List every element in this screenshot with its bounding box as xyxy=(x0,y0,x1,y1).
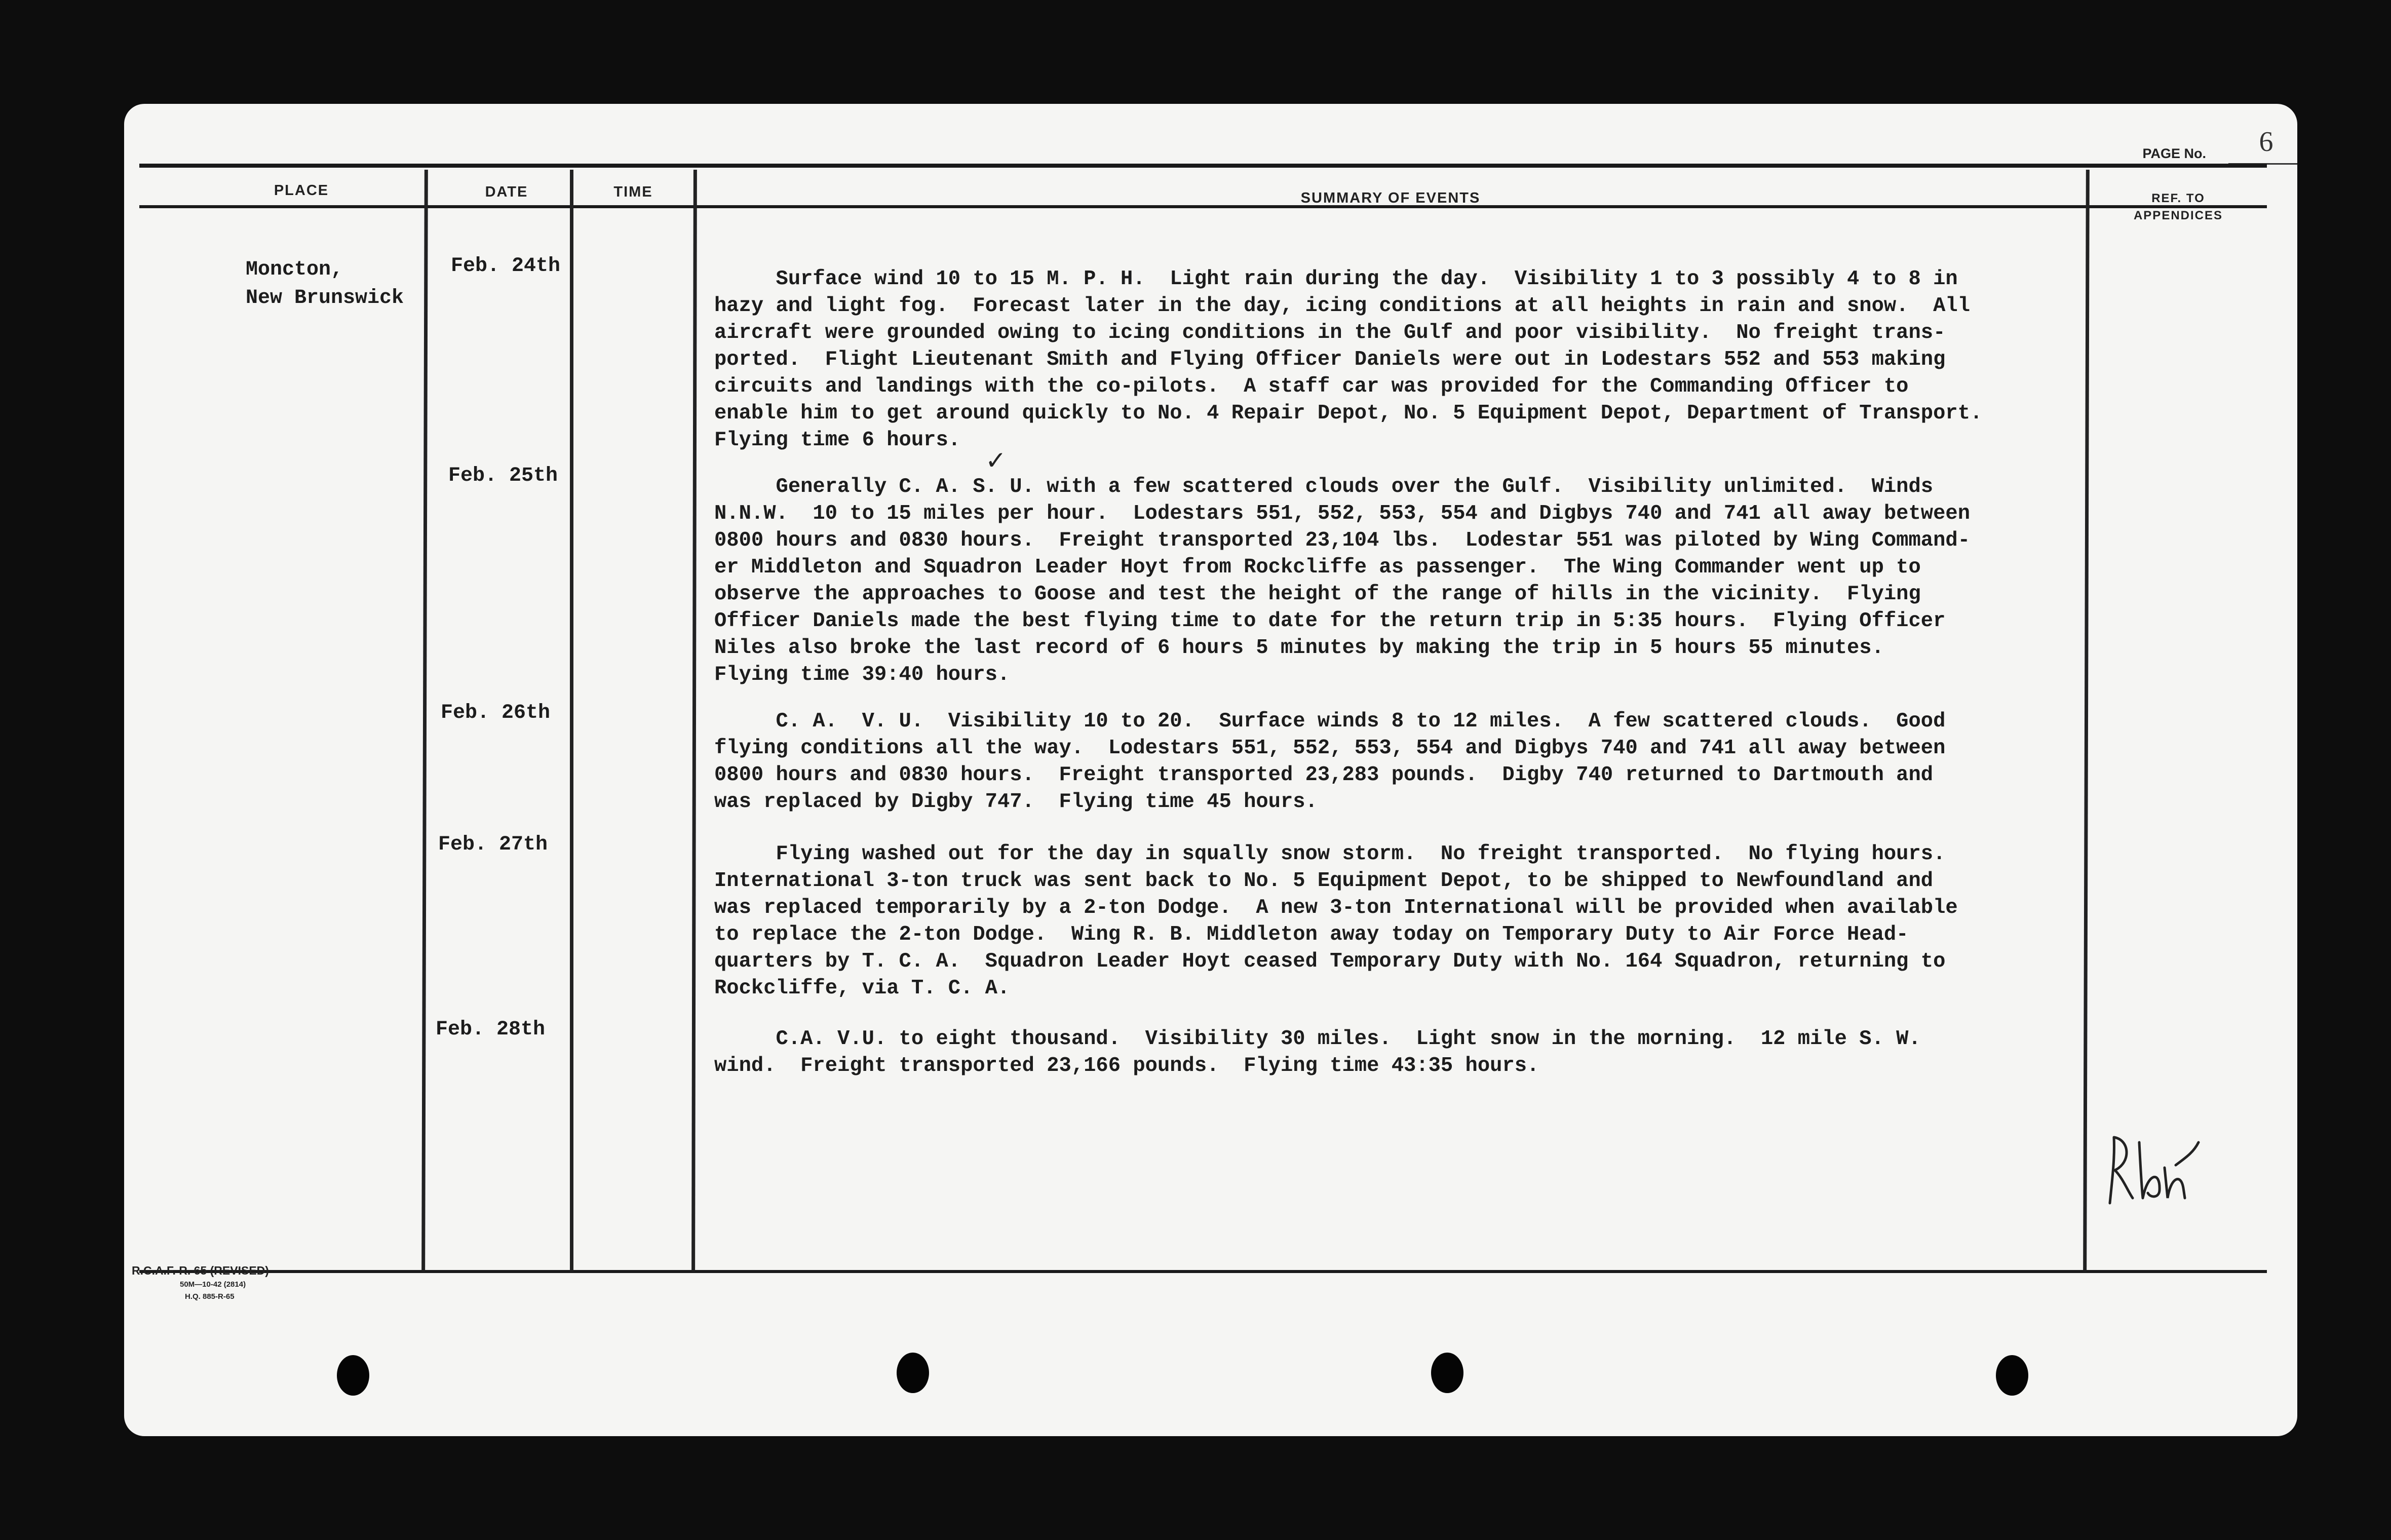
date-feb-27: Feb. 27th xyxy=(438,833,548,856)
entry-line: Rockcliffe, via T. C. A. xyxy=(714,977,1010,1000)
place-city: Moncton, xyxy=(246,258,343,281)
entry-feb-26 xyxy=(714,708,2214,816)
time-summary-divider xyxy=(691,170,697,1272)
entry-line: Flying washed out for the day in squally snow storm. No freight transported. No flying hours. xyxy=(714,842,1946,866)
binder-hole xyxy=(1431,1353,1463,1393)
entry-line: hazy and light fog. Forecast later in the day, icing conditions at all heights in rain and snow. All xyxy=(714,294,1971,318)
entry-line: flying conditions all the way. Lodestars 551, 552, 553, 554 and Digbys 740 and 741 all away between xyxy=(714,737,1946,760)
entry-line: C.A. V.U. to eight thousand. Visibility 30 miles. Light snow in the morning. 12 mile S. W. xyxy=(714,1027,1921,1051)
diary-page xyxy=(124,104,2297,1436)
entry-line: ported. Flight Lieutenant Smith and Flying Officer Daniels were out in Lodestars 552 and 553 making xyxy=(714,348,1946,371)
entry-feb-28 xyxy=(714,1026,2214,1080)
entry-line: N.N.W. 10 to 15 miles per hour. Lodestars 551, 552, 553, 554 and Digbys 740 and 741 all away between xyxy=(714,502,1971,525)
place-text xyxy=(246,256,404,313)
entry-feb-27 xyxy=(714,841,2214,1002)
date-time-divider xyxy=(570,170,573,1272)
entry-line: Surface wind 10 to 15 M. P. H. Light rain during the day. Visibility 1 to 3 possibly 4 to 8 in xyxy=(714,267,1958,291)
page-number-value: 6 xyxy=(2259,126,2273,158)
entry-line: 0800 hours and 0830 hours. Freight transported 23,104 lbs. Lodestar 551 was piloted by Wing Command- xyxy=(714,529,1971,552)
entry-line: was replaced temporarily by a 2-ton Dodge. A new 3-ton International will be provided when available xyxy=(714,896,1958,919)
hq-code: H.Q. 885-R-65 xyxy=(185,1292,235,1301)
entry-line: Flying time 6 hours. xyxy=(714,429,961,452)
binder-hole xyxy=(1996,1355,2028,1396)
print-code: 50M—10-42 (2814) xyxy=(180,1280,246,1289)
signature-initials xyxy=(2100,1122,2201,1218)
entry-line: observe the approaches to Goose and test the height of the range of hills in the vicinity. Flying xyxy=(714,583,1921,606)
entry-line: 0800 hours and 0830 hours. Freight transported 23,283 pounds. Digby 740 returned to Dartmouth and xyxy=(714,763,1934,787)
entry-line: Officer Daniels made the best flying time to date for the return trip in 5:35 hours. Flying Officer xyxy=(714,609,1946,633)
entry-line: C. A. V. U. Visibility 10 to 20. Surface winds 8 to 12 miles. A few scattered clouds. Good xyxy=(714,710,1946,733)
binder-hole xyxy=(897,1353,929,1393)
entry-feb-24 xyxy=(714,266,2214,454)
entry-line: Generally C. A. S. U. with a few scattered clouds over the Gulf. Visibility unlimited. Winds xyxy=(714,475,1934,498)
column-header-summary: SUMMARY OF EVENTS xyxy=(1300,190,1481,206)
binder-hole xyxy=(337,1355,369,1396)
place-date-divider xyxy=(421,170,428,1272)
entry-feb-25 xyxy=(714,474,2214,688)
entry-line: wind. Freight transported 23,166 pounds. Flying time 43:35 hours. xyxy=(714,1054,1539,1077)
entry-line: quarters by T. C. A. Squadron Leader Hoyt ceased Temporary Duty with No. 164 Squadron, returning to xyxy=(714,950,1946,973)
form-number: R.C.A.F. R. 65 (REVISED) xyxy=(132,1264,269,1277)
date-feb-25: Feb. 25th xyxy=(448,465,558,487)
entry-line: to replace the 2-ton Dodge. Wing R. B. Middleton away today on Temporary Duty to Air Force Head- xyxy=(714,923,1909,946)
footer-rule xyxy=(139,1270,2267,1273)
entry-line: was replaced by Digby 747. Flying time 45 hours. xyxy=(714,790,1318,814)
date-feb-28: Feb. 28th xyxy=(436,1018,546,1041)
entry-line: Flying time 39:40 hours. xyxy=(714,663,1010,686)
column-header-date: DATE xyxy=(485,184,528,200)
place-province: New Brunswick xyxy=(246,287,404,310)
page-number-label: PAGE No. xyxy=(2142,146,2206,161)
column-header-ref: REF. TO APPENDICES xyxy=(2133,191,2223,222)
entry-line: International 3-ton truck was sent back to No. 5 Equipment Depot, to be shipped to Newfoundland and xyxy=(714,869,1934,893)
column-header-place: PLACE xyxy=(274,182,329,199)
entry-line: Niles also broke the last record of 6 hours 5 minutes by making the trip in 5 hours 55 minutes. xyxy=(714,636,1884,660)
entry-line: enable him to get around quickly to No. 4 Repair Depot, No. 5 Equipment Depot, Department of Transport. xyxy=(714,402,1983,425)
header-top-rule xyxy=(139,164,2267,168)
entry-line: er Middleton and Squadron Leader Hoyt from Rockcliffe as passenger. The Wing Commander went up to xyxy=(714,556,1921,579)
page-number xyxy=(2142,126,2273,162)
entry-line: aircraft were grounded owing to icing conditions in the Gulf and poor visibility. No freight trans- xyxy=(714,321,1946,344)
date-feb-24: Feb. 24th xyxy=(451,255,561,278)
check-mark-annotation: ✓ xyxy=(985,446,1007,475)
date-feb-26: Feb. 26th xyxy=(441,702,551,724)
column-header-time: TIME xyxy=(613,184,653,200)
entry-line: circuits and landings with the co-pilots. A staff car was provided for the Commanding Officer to xyxy=(714,375,1909,398)
